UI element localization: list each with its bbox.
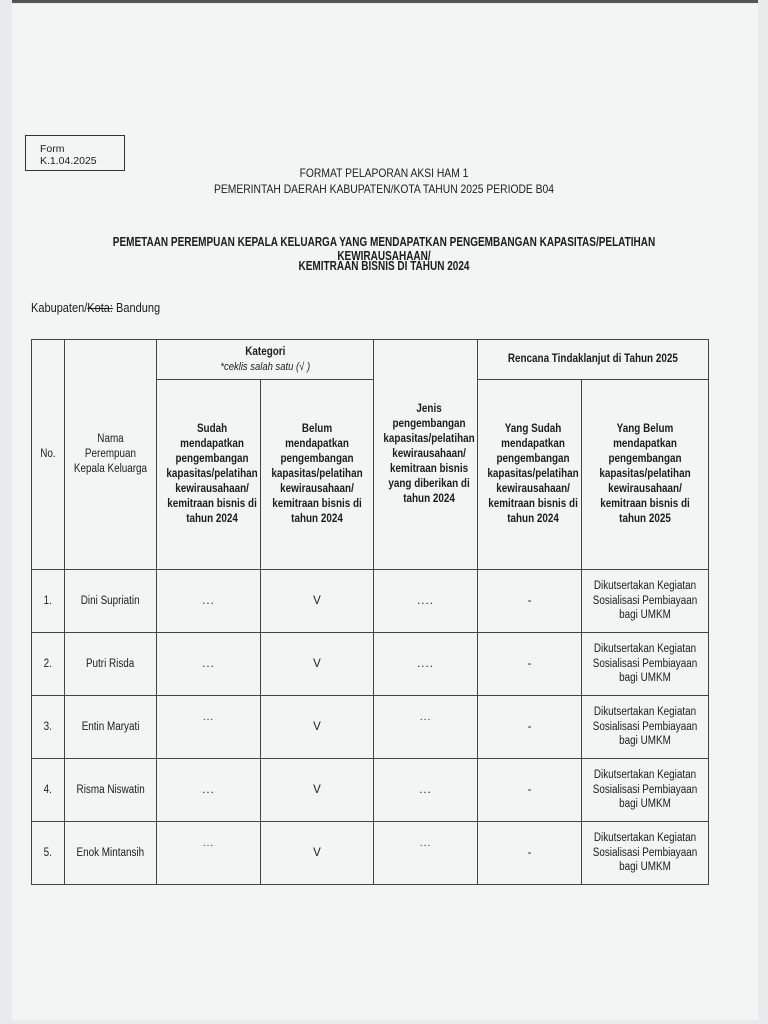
row-not-yet: V bbox=[261, 570, 374, 633]
row-not-yet: V bbox=[261, 822, 374, 885]
row-type: ... bbox=[374, 822, 478, 885]
row-followup-done: - bbox=[478, 570, 582, 633]
form-code: Form K.1.04.2025 bbox=[40, 143, 97, 167]
row-no: 5. bbox=[32, 822, 65, 885]
row-not-yet: V bbox=[261, 759, 374, 822]
row-followup-done: - bbox=[478, 696, 582, 759]
table-row bbox=[32, 633, 709, 696]
row-type: .... bbox=[374, 570, 478, 633]
header-already: Sudah mendapatkan pengembangan kapasitas/pelatihan kewirausahaan/ kemitraan bisnis di tahun 2024 bbox=[157, 380, 261, 570]
row-followup-not: Dikutsertakan Kegiatan Sosialisasi Pembiayaan bagi UMKM bbox=[582, 633, 709, 696]
row-no: 4. bbox=[32, 759, 65, 822]
header-name: Nama Perempuan Kepala Keluarga bbox=[65, 340, 157, 570]
region-value: Bandung bbox=[116, 301, 161, 315]
header-type: Jenis pengembangan kapasitas/pelatihan kewirausahaan/ kemitraan bisnis yang diberikan di tahun 2024 bbox=[374, 340, 478, 570]
title-line-2: PEMERINTAH DAERAH KABUPATEN/KOTA TAHUN 2025 PERIODE B04 bbox=[213, 182, 555, 196]
row-already: ... bbox=[157, 633, 261, 696]
row-followup-done: - bbox=[478, 759, 582, 822]
region-label: Kabupaten/ bbox=[31, 301, 88, 315]
region-struck-label: Kota: bbox=[87, 301, 113, 315]
scan-top-edge bbox=[12, 0, 758, 3]
row-no: 2. bbox=[32, 633, 65, 696]
row-followup-not: Dikutsertakan Kegiatan Sosialisasi Pembiayaan bagi UMKM bbox=[582, 696, 709, 759]
row-already: ... bbox=[157, 696, 261, 759]
table-row bbox=[32, 696, 709, 759]
row-not-yet: V bbox=[261, 696, 374, 759]
row-name: Risma Niswatin bbox=[65, 759, 157, 822]
row-followup-not: Dikutsertakan Kegiatan Sosialisasi Pembiayaan bagi UMKM bbox=[582, 822, 709, 885]
table-row bbox=[32, 570, 709, 633]
row-followup-not: Dikutsertakan Kegiatan Sosialisasi Pembiayaan bagi UMKM bbox=[582, 759, 709, 822]
title-line-3: PEMETAAN PEREMPUAN KEPALA KELUARGA YANG MENDAPATKAN PENGEMBANGAN KAPASITAS/PELATIHAN KEWIRAUSAHAAN/ bbox=[112, 235, 656, 263]
row-name: Dini Supriatin bbox=[65, 570, 157, 633]
row-already: ... bbox=[157, 570, 261, 633]
row-already: ... bbox=[157, 759, 261, 822]
title-line-4: KEMITRAAN BISNIS DI TAHUN 2024 bbox=[298, 259, 470, 273]
row-followup-done: - bbox=[478, 822, 582, 885]
report-table bbox=[31, 339, 709, 885]
row-no: 1. bbox=[32, 570, 65, 633]
header-category: Kategori *ceklis salah satu (√ ) bbox=[157, 340, 374, 380]
table-row bbox=[32, 822, 709, 885]
header-followup-done: Yang Sudah mendapatkan pengembangan kapasitas/pelatihan kewirausahaan/ kemitraan bisnis di tahun 2024 bbox=[478, 380, 582, 570]
table-row bbox=[32, 759, 709, 822]
header-category-note: *ceklis salah satu (√ ) bbox=[220, 360, 310, 373]
row-already: ... bbox=[157, 822, 261, 885]
row-type: .... bbox=[374, 633, 478, 696]
row-name: Putri Risda bbox=[65, 633, 157, 696]
row-followup-done: - bbox=[478, 633, 582, 696]
row-not-yet: V bbox=[261, 633, 374, 696]
header-followup-not: Yang Belum mendapatkan pengembangan kapasitas/pelatihan kewirausahaan/ kemitraan bisnis di tahun 2025 bbox=[582, 380, 709, 570]
row-name: Enok Mintansih bbox=[65, 822, 157, 885]
row-type: ... bbox=[374, 759, 478, 822]
row-followup-not: Dikutsertakan Kegiatan Sosialisasi Pembiayaan bagi UMKM bbox=[582, 570, 709, 633]
row-name: Entin Maryati bbox=[65, 696, 157, 759]
header-followup: Rencana Tindaklanjut di Tahun 2025 bbox=[478, 340, 709, 380]
header-row-top bbox=[32, 340, 709, 380]
header-no: No. bbox=[32, 340, 65, 570]
region-line bbox=[31, 301, 160, 315]
title-line-1: FORMAT PELAPORAN AKSI HAM 1 bbox=[299, 166, 469, 180]
row-type: ... bbox=[374, 696, 478, 759]
header-not-yet: Belum mendapatkan pengembangan kapasitas/pelatihan kewirausahaan/ kemitraan bisnis di tahun 2024 bbox=[261, 380, 374, 570]
row-no: 3. bbox=[32, 696, 65, 759]
